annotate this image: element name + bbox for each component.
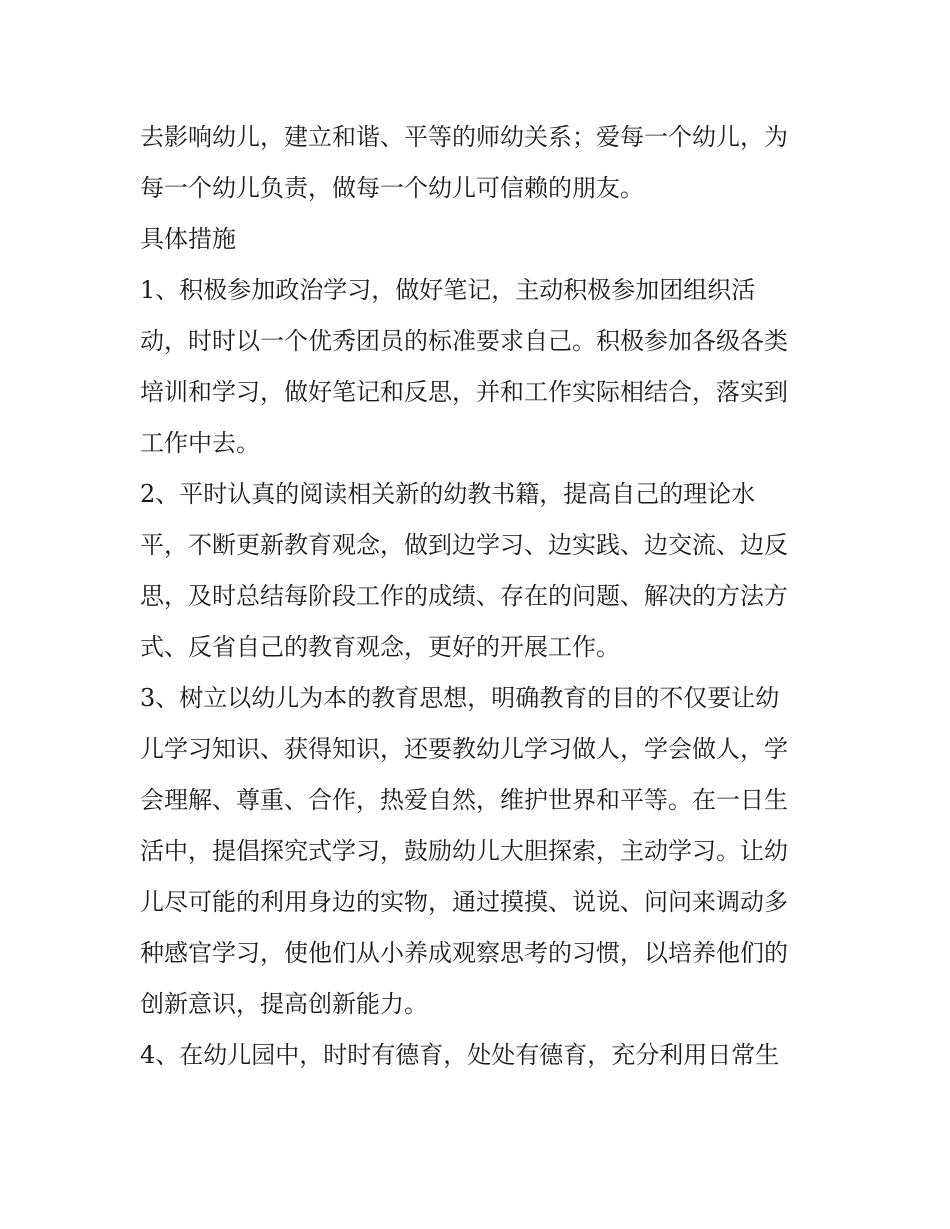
text-line: 动，时时以一个优秀团员的标准要求自己。积极参加各级各类 [140, 327, 788, 355]
text-line: 2、平时认真的阅读相关新的幼教书籍，提高自己的理论水 [140, 480, 756, 508]
text-line: 1、积极参加政治学习，做好笔记，主动积极参加团组织活 [140, 276, 756, 304]
text-line: 儿学习知识、获得知识，还要教幼儿学习做人，学会做人，学 [140, 735, 788, 763]
text-line: 思，及时总结每阶段工作的成绩、存在的问题、解决的方法方 [140, 582, 788, 610]
text-line: 3、树立以幼儿为本的教育思想，明确教育的目的不仅要让幼 [140, 684, 780, 712]
text-line: 工作中去。 [140, 429, 260, 457]
text-line: 种感官学习，使他们从小养成观察思考的习惯，以培养他们的 [140, 939, 788, 967]
text-line: 会理解、尊重、合作，热爱自然，维护世界和平等。在一日生 [140, 786, 788, 814]
text-line: 每一个幼儿负责，做每一个幼儿可信赖的朋友。 [140, 174, 644, 202]
section-heading: 具体措施 [140, 225, 236, 253]
text-line: 去影响幼儿，建立和谐、平等的师幼关系；爱每一个幼儿，为 [140, 123, 788, 151]
document-body [140, 112, 820, 1081]
text-line: 4、在幼儿园中，时时有德育，处处有德育，充分利用日常生 [140, 1041, 780, 1069]
text-line: 活中，提倡探究式学习，鼓励幼儿大胆探索，主动学习。让幼 [140, 837, 788, 865]
text-line: 创新意识，提高创新能力。 [140, 990, 428, 1018]
text-line: 平，不断更新教育观念，做到边学习、边实践、边交流、边反 [140, 531, 788, 559]
text-line: 培训和学习，做好笔记和反思，并和工作实际相结合，落实到 [140, 378, 788, 406]
text-line: 式、反省自己的教育观念，更好的开展工作。 [140, 633, 620, 661]
text-line: 儿尽可能的利用身边的实物，通过摸摸、说说、问问来调动多 [140, 888, 788, 916]
